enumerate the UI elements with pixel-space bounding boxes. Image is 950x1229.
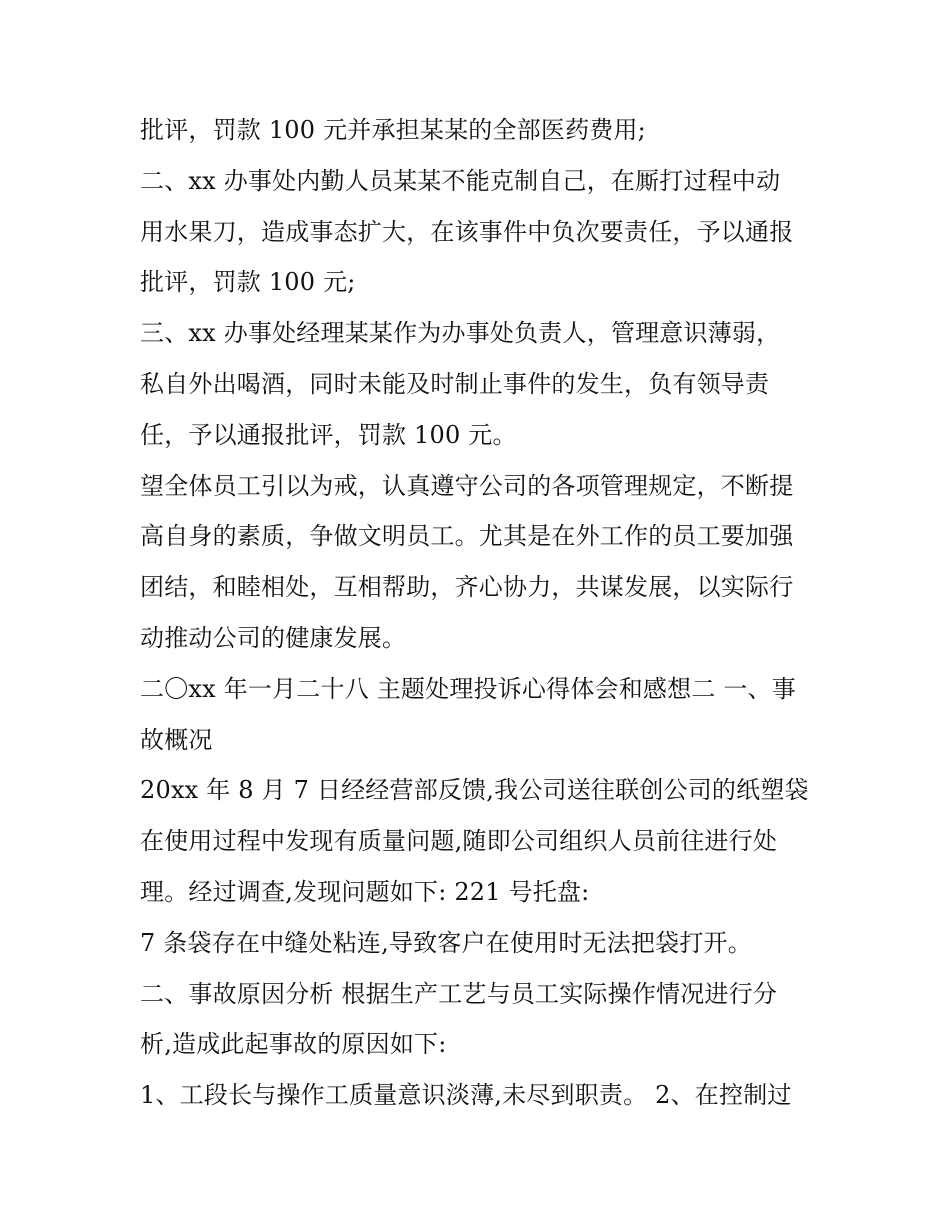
text-line: 二、事故原因分析 根据生产工艺与员工实际操作情况进行分: [140, 979, 778, 1008]
text-line: 望全体员工引以为戒，认真遵守公司的各项管理规定，不断提: [140, 471, 794, 500]
text-line: 团结，和睦相处，互相帮助，齐心协力，共谋发展，以实际行: [140, 573, 794, 602]
text-line: 7 条袋存在中缝处粘连,导致客户在使用时无法把袋打开。: [140, 928, 752, 957]
text-line: 用水果刀，造成事态扩大，在该事件中负次要责任，予以通报: [140, 217, 794, 246]
text-line: 二〇xx 年一月二十八 主题处理投诉心得体会和感想二 一、事: [140, 674, 796, 703]
text-line: 理。经过调查,发现问题如下: 221 号托盘:: [140, 877, 590, 906]
text-line: 析,造成此起事故的原因如下:: [140, 1030, 447, 1059]
document-body: [140, 105, 820, 1121]
text-line: 1、工段长与操作工质量意识淡薄,未尽到职责。 2、在控制过: [140, 1081, 792, 1110]
text-line: 三、xx 办事处经理某某作为办事处负责人，管理意识薄弱，: [140, 319, 781, 348]
text-line: 动推动公司的健康发展。: [140, 623, 407, 652]
text-line: 故概况: [140, 725, 213, 754]
text-line: 20xx 年 8 月 7 日经经营部反馈,我公司送往联创公司的纸塑袋: [140, 776, 809, 805]
text-line: 批评，罚款 100 元并承担某某的全部医药费用;: [140, 116, 646, 144]
text-line: 高自身的素质，争做文明员工。尤其是在外工作的员工要加强: [140, 522, 794, 551]
text-line: 在使用过程中发现有质量问题,随即公司组织人员前往进行处: [140, 827, 778, 856]
text-line: 私自外出喝酒，同时未能及时制止事件的发生，负有领导责: [140, 369, 770, 398]
text-line: 二、xx 办事处内勤人员某某不能克制自己，在厮打过程中动: [140, 166, 781, 195]
text-line: 任，予以通报批评，罚款 100 元。: [140, 420, 517, 449]
text-line: 批评，罚款 100 元;: [140, 268, 356, 297]
